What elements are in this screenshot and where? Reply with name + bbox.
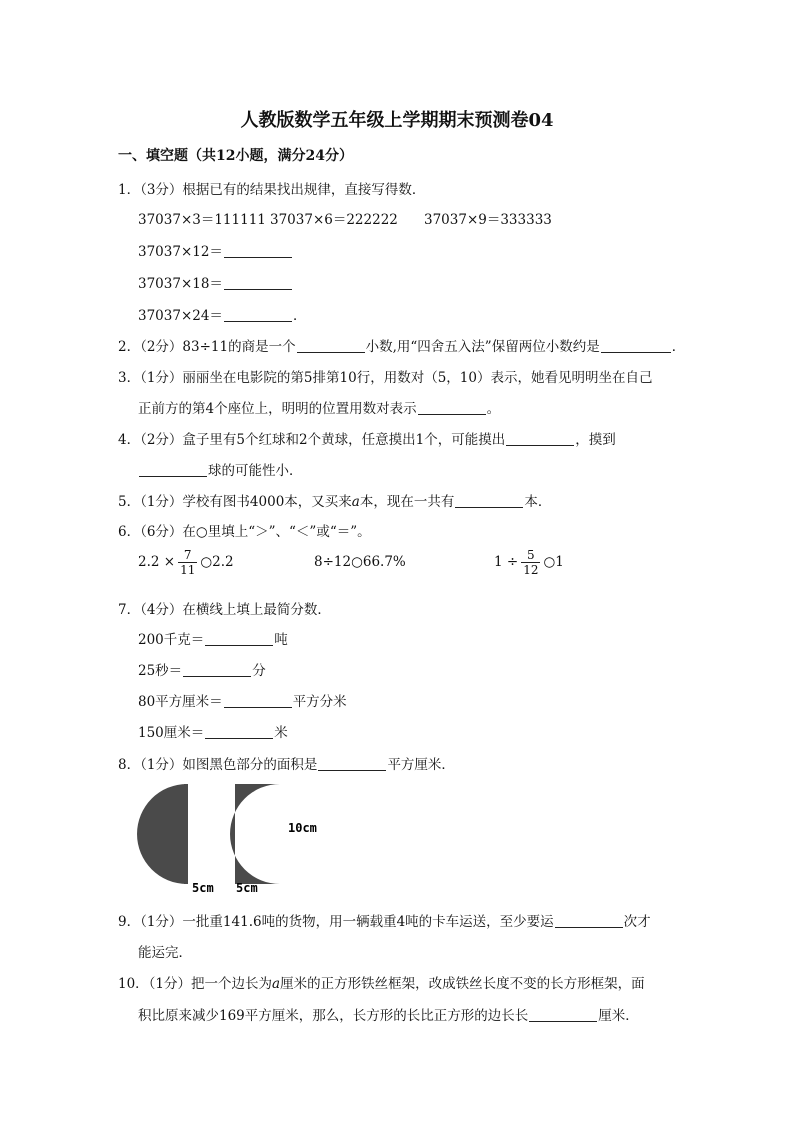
q6-expression-3: 1 ÷ $\frac{5}{12}$ ○1	[494, 548, 564, 577]
semicircle-figure	[130, 778, 350, 898]
question-2: 2．（2分）83÷11的商是一个 小数,用“四舍五入法”保留两位小数约是 ．	[118, 339, 686, 355]
section-heading: 一、填空题（共12小题，满分24分）	[118, 148, 353, 164]
q7-row-2: 25秒＝ 分	[138, 663, 266, 679]
diameter-label: 10cm	[288, 821, 317, 835]
question-1-stem: 1．（3分）根据已有的结果找出规律，直接写得数．	[118, 182, 426, 198]
answer-blank[interactable]	[205, 724, 273, 739]
right-width-label: 5cm	[236, 881, 258, 895]
question-4-line-1: 4．（2分）盒子里有5个红球和2个黄球，任意摸出1个，可能摸出 ，摸到	[118, 432, 616, 448]
page-title: 人教版数学五年级上学期期末预测卷04	[240, 110, 554, 131]
answer-blank[interactable]	[183, 662, 251, 677]
left-disc-edge	[184, 784, 188, 884]
question-6-stem: 6．（6分）在○里填上“＞”、“＜”或“＝”。	[118, 524, 371, 540]
answer-blank[interactable]	[506, 431, 574, 446]
q7-row-4: 150厘米＝ 米	[138, 725, 288, 741]
question-8: 8．（1分）如图黑色部分的面积是 平方厘米．	[118, 757, 455, 773]
answer-blank[interactable]	[418, 400, 486, 415]
answer-blank[interactable]	[601, 338, 671, 353]
fraction: $\frac{7}{11}$	[180, 548, 196, 577]
q6-expression-2: 8÷12○66.7%	[314, 554, 406, 570]
question-10-line-2: 积比原来减少169平方厘米，那么，长方形的长比正方形的边长长 厘米．	[138, 1008, 639, 1024]
question-10-line-1: 10．（1分）把一个边长为a厘米的正方形铁丝框架，改成铁丝长度不变的长方形框架，面	[118, 976, 645, 992]
q1-ask-3: 37037×24＝ ．	[138, 308, 307, 324]
question-3-line-2: 正前方的第4个座位上，明明的位置用数对表示 。	[138, 401, 501, 417]
question-5: 5．（1分）学校有图书4000本，又买来a本，现在一共有 本．	[118, 494, 552, 510]
fraction: $\frac{5}{12}$	[523, 548, 539, 577]
answer-blank[interactable]	[224, 693, 292, 708]
q6-expression-1: 2.2 × $\frac{7}{11}$ ○2.2	[138, 548, 234, 577]
answer-blank[interactable]	[297, 338, 365, 353]
q1-ask-1: 37037×12＝	[138, 240, 293, 260]
answer-blank[interactable]	[224, 243, 292, 258]
left-width-label: 5cm	[192, 881, 214, 895]
question-9-line-2: 能运完．	[138, 945, 192, 961]
q7-row-3: 80平方厘米＝ 平方分米	[138, 694, 347, 710]
answer-blank[interactable]	[224, 307, 292, 322]
variable-a: a	[272, 976, 281, 992]
question-9-line-1: 9．（1分）一批重141.6吨的货物，用一辆载重4吨的卡车运送，至少要运 次才	[118, 914, 651, 930]
question-3-line-1: 3．（1分）丽丽坐在电影院的第5排第10行，用数对（5，10）表示，她看见明明坐在自己	[118, 370, 653, 386]
q1-ask-2: 37037×18＝	[138, 272, 293, 292]
answer-blank[interactable]	[205, 631, 273, 646]
answer-blank[interactable]	[455, 493, 523, 508]
variable-a: a	[351, 494, 360, 510]
q1-given-3: 37037×9＝333333	[424, 212, 552, 228]
answer-blank[interactable]	[555, 913, 623, 928]
question-4-line-2: 球的可能性小．	[138, 459, 303, 479]
q7-row-1: 200千克＝ 吨	[138, 632, 288, 648]
question-7-stem: 7．（4分）在横线上填上最简分数．	[118, 602, 331, 618]
q1-given-1: 37037×3＝111111	[138, 212, 266, 228]
left-half-disc	[137, 784, 187, 884]
answer-blank[interactable]	[529, 1007, 597, 1022]
q1-given-2: 37037×6＝222222	[270, 212, 398, 228]
right-concave-shape	[230, 784, 280, 884]
answer-blank[interactable]	[318, 756, 386, 771]
answer-blank[interactable]	[224, 275, 292, 290]
answer-blank[interactable]	[139, 462, 207, 477]
